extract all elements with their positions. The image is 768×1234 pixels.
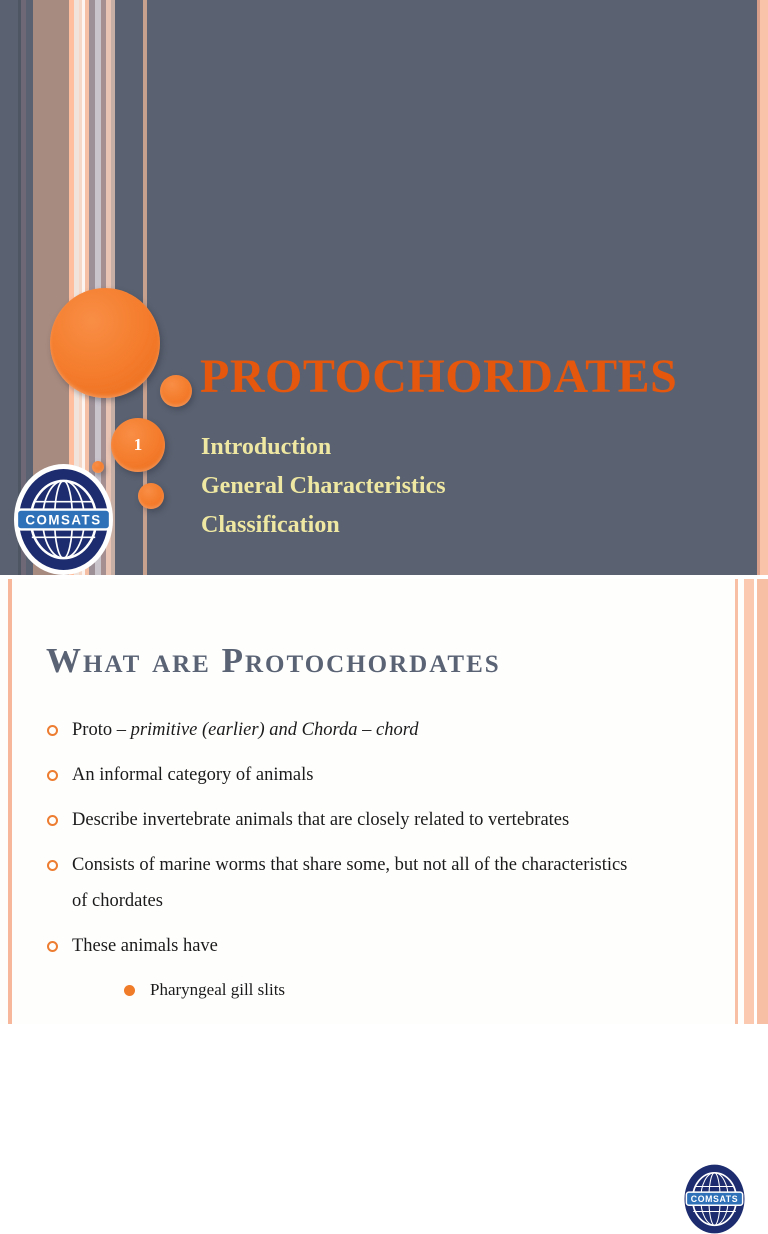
bullet-item-informal-category: [46, 757, 641, 793]
comsats-logo-text: COMSATS: [690, 1194, 739, 1205]
left-peach-line: [8, 579, 12, 1024]
sub-bullet-text: Pharyngeal gill slits: [150, 980, 286, 999]
content-slide: [0, 579, 768, 1205]
title-slide: [0, 0, 768, 575]
sub-bullet-pharyngeal: [124, 973, 666, 1007]
bullet-item-describe-invertebrate: [46, 802, 641, 838]
subtitle-line-classification: Classification: [201, 512, 340, 538]
comsats-logo-text: COMSATS: [25, 512, 102, 528]
comsats-logo-small: [683, 1164, 746, 1234]
bullet-list: [46, 712, 666, 1007]
slide-number-badge: [111, 418, 165, 472]
comsats-globe-icon: [683, 1164, 746, 1234]
bullet-ring-icon: [47, 941, 58, 952]
bullet-item-these-animals: [46, 928, 641, 964]
large-orange-circle: [50, 288, 160, 398]
slide-number: 1: [133, 435, 143, 454]
title-orange-circle: [160, 375, 192, 407]
bullet-text: Consists of marine worms that share some, but not all of the characteristics of chordates: [72, 855, 628, 911]
bullet-text-italic: primitive (earlier) and Chorda – chord: [130, 720, 419, 740]
small-orange-dot: [138, 483, 164, 509]
bullet-item-marine-worms: [46, 847, 641, 919]
bullet-text-prefix: Proto –: [72, 720, 131, 740]
comsats-globe-icon: [14, 464, 113, 575]
bullet-ring-icon: [47, 725, 58, 736]
bullet-ring-icon: [47, 860, 58, 871]
bullet-ring-icon: [47, 770, 58, 781]
bullet-text: These animals have: [72, 936, 218, 956]
right-peach-line: [735, 579, 738, 1024]
slide-subtitle-block: [201, 428, 446, 545]
comsats-logo: [14, 464, 113, 575]
slide-title: PROTOCHORDATES: [200, 350, 678, 403]
bullet-text: Describe invertebrate animals that are closely related to vertebrates: [72, 810, 570, 830]
right-peach-stripe: [757, 0, 768, 575]
bullet-text: An informal category of animals: [72, 765, 314, 785]
subtitle-line-introduction: Introduction: [201, 434, 332, 460]
sub-bullet-dot-icon: [124, 985, 135, 996]
bullet-ring-icon: [47, 815, 58, 826]
content-heading: What are Protochordates: [46, 641, 501, 680]
right-peach-band: [744, 579, 768, 1024]
bullet-item-proto: [46, 712, 641, 748]
subtitle-line-general-characteristics: General Characteristics: [201, 473, 446, 499]
